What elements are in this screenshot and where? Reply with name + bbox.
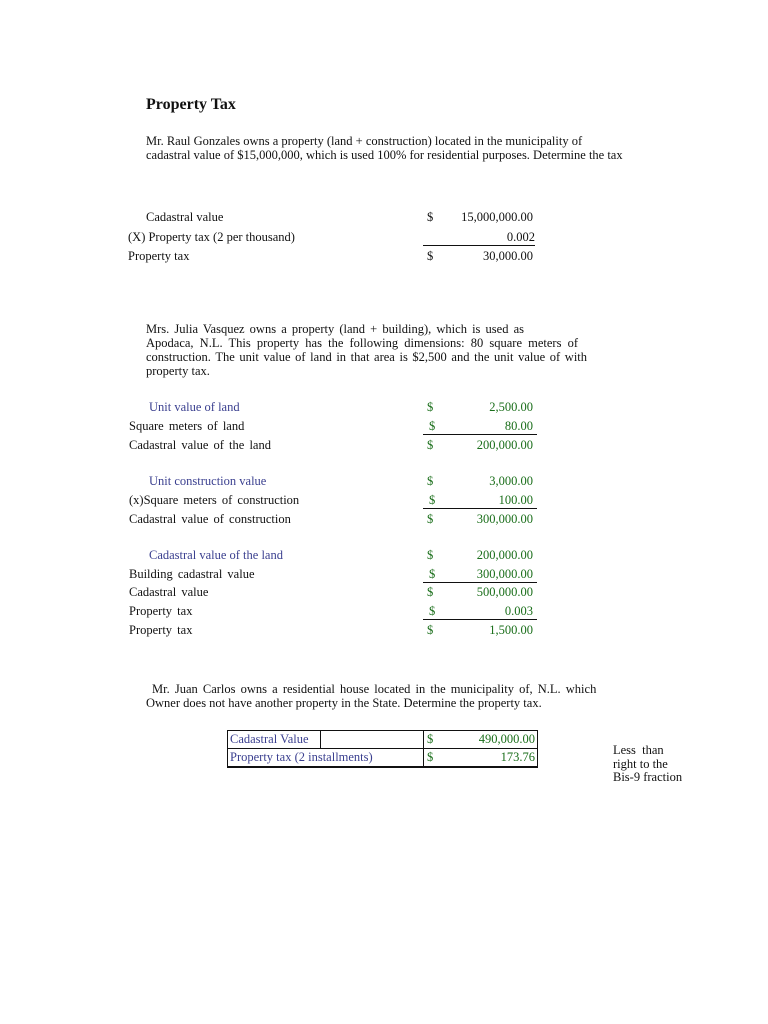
- p1-value-rate: 0.002: [506, 230, 535, 244]
- p2-currency-sqm-construction: $: [429, 493, 436, 507]
- p2-value-sqm-land: 80.00: [504, 419, 533, 433]
- p2-label-tax-rate: Property tax: [129, 604, 193, 618]
- problem3-statement: [146, 682, 642, 710]
- p2-label-building-cadastral: Building cadastral value: [129, 567, 255, 581]
- p1-currency-property-tax: $: [427, 249, 434, 263]
- table-cell-label: Cadastral Value: [228, 731, 321, 749]
- p2-label-unit-value-land: Unit value of land: [149, 400, 240, 414]
- table-cell-currency: $: [424, 731, 442, 749]
- p2-label-cadastral-land: Cadastral value of the land: [129, 438, 271, 452]
- problem3-line-1: Mr. Juan Carlos owns a residential house located in the municipality of, N.L. which: [152, 682, 597, 696]
- table-row: [228, 731, 538, 749]
- problem2-statement: [146, 322, 636, 378]
- p2-value-tax-result: 1,500.00: [489, 623, 533, 637]
- p2-currency-tax-result: $: [427, 623, 434, 637]
- p2-label-sqm-land: Square meters of land: [129, 419, 245, 433]
- problem3-line-2: Owner does not have another property in the State. Determine the property tax.: [146, 696, 542, 710]
- p2-value-unit-construction: 3,000.00: [489, 474, 533, 488]
- property-tax-table: [227, 730, 538, 768]
- p2-currency-tax-rate: $: [429, 604, 436, 618]
- side-note-line-2: right to the: [613, 756, 668, 771]
- p2-value-cadastral-total: 500,000.00: [476, 585, 533, 599]
- p2-value-building-cadastral: 300,000.00: [476, 567, 533, 581]
- p2-currency-sqm-land: $: [429, 419, 436, 433]
- problem2-line-1: Mrs. Julia Vasquez owns a property (land + building), which is used as: [146, 322, 524, 336]
- problem1-line-2: cadastral value of $15,000,000, which is used 100% for residential purposes. Determine the tax: [146, 148, 623, 162]
- p2-label-cadastral-construction: Cadastral value of construction: [129, 512, 291, 526]
- problem2-line-4: property tax.: [146, 364, 210, 378]
- table-cell-spacer: [321, 731, 424, 749]
- problem2-line-3: construction. The unit value of land in that area is $2,500 and the unit value of with: [146, 350, 588, 364]
- p1-value-property-tax: 30,000.00: [483, 249, 533, 263]
- p2-group2-rule: [423, 508, 537, 509]
- p2-label-sum-land: Cadastral value of the land: [149, 548, 283, 562]
- page-title: Property Tax: [146, 96, 236, 113]
- p2-value-cadastral-construction: 300,000.00: [476, 512, 533, 526]
- p2-label-unit-construction: Unit construction value: [149, 474, 267, 488]
- p2-value-tax-rate: 0.003: [504, 604, 533, 618]
- side-note-line-1: Less than: [613, 743, 664, 757]
- p2-currency-unit-construction: $: [427, 474, 434, 488]
- p2-currency-cadastral-land: $: [427, 438, 434, 452]
- p2-group3-rule-2: [423, 619, 537, 620]
- problem1-line-1: Mr. Raul Gonzales owns a property (land + construction) located in the municipality of: [146, 134, 583, 148]
- p1-label-cadastral-value: Cadastral value: [146, 210, 224, 224]
- p1-currency-cadastral-value: $: [427, 210, 434, 224]
- p2-value-cadastral-land: 200,000.00: [476, 438, 533, 452]
- problem1-statement: [146, 134, 666, 162]
- side-note: [613, 744, 682, 785]
- p2-value-unit-value-land: 2,500.00: [489, 400, 533, 414]
- p2-label-tax-result: Property tax: [129, 623, 193, 637]
- p2-currency-cadastral-total: $: [427, 585, 434, 599]
- p2-currency-cadastral-construction: $: [427, 512, 434, 526]
- p1-sum-rule: [423, 245, 535, 246]
- p2-currency-building-cadastral: $: [429, 567, 436, 581]
- p2-group3-rule-1: [423, 582, 537, 583]
- table-row: [228, 749, 538, 768]
- p1-label-rate: (X) Property tax (2 per thousand): [128, 230, 295, 244]
- p2-currency-unit-value-land: $: [427, 400, 434, 414]
- p2-label-cadastral-total: Cadastral value: [129, 585, 209, 599]
- p1-value-cadastral-value: 15,000,000.00: [461, 210, 533, 224]
- table-cell-value: 490,000.00: [441, 731, 538, 749]
- p1-label-property-tax: Property tax: [128, 249, 190, 263]
- p2-value-sqm-construction: 100.00: [498, 493, 533, 507]
- p2-group1-rule: [423, 434, 537, 435]
- p2-label-sqm-construction: (x)Square meters of construction: [129, 493, 300, 507]
- side-note-line-3: Bis-9 fraction: [613, 770, 683, 784]
- problem2-line-2: Apodaca, N.L. This property has the following dimensions: 80 square meters of: [146, 336, 578, 350]
- table-cell-label: Property tax (2 installments): [228, 749, 424, 768]
- table-cell-currency: $: [424, 749, 442, 768]
- p2-currency-sum-land: $: [427, 548, 434, 562]
- p2-value-sum-land: 200,000.00: [476, 548, 533, 562]
- table-cell-value: 173.76: [441, 749, 538, 768]
